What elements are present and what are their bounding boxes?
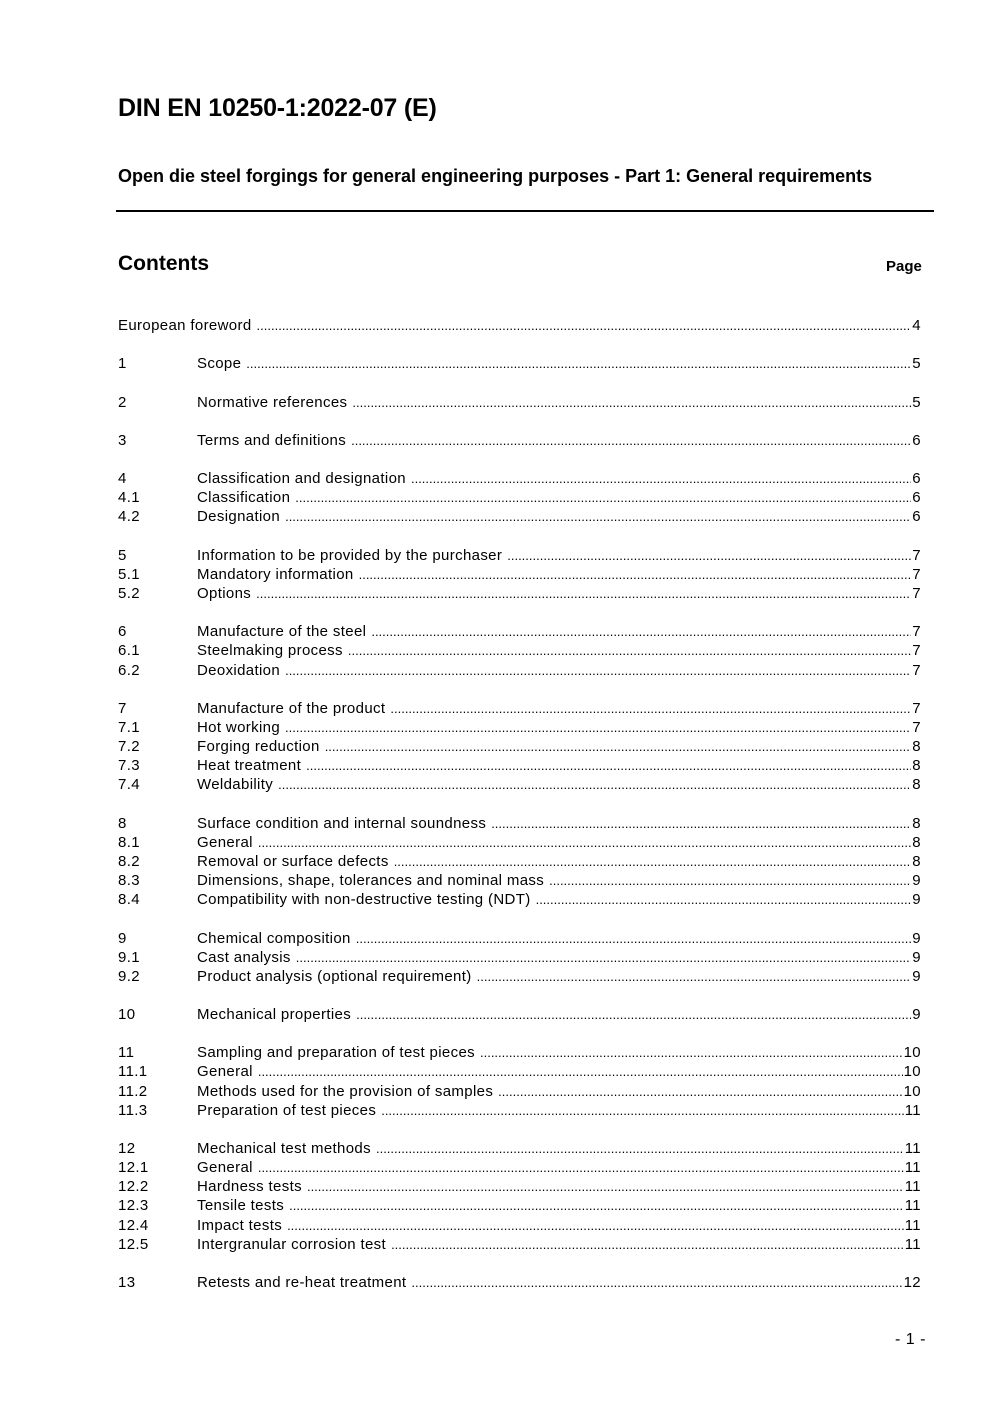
toc-entry-page: 8 [912, 776, 921, 794]
toc-entry[interactable] [118, 967, 921, 986]
toc-entry-label: Hot working [197, 718, 281, 736]
document-id: DIN EN 10250-1:2022-07 (E) [118, 94, 437, 122]
toc-entry-number: 11.2 [118, 1082, 148, 1100]
toc-entry-number: 9.2 [118, 967, 140, 985]
toc-entry-number: 6.2 [118, 661, 140, 679]
toc-entry-label: Mandatory information [197, 565, 354, 583]
toc-dot-leader [285, 661, 911, 680]
toc-entry-page: 6 [912, 431, 921, 449]
toc-entry-page: 11 [904, 1216, 921, 1234]
toc-dot-leader [256, 584, 911, 603]
toc-entry-page: 5 [912, 393, 921, 411]
toc-entry-number: 4 [118, 470, 127, 488]
toc-entry-page: 10 [903, 1063, 921, 1081]
toc-entry-number: 8.4 [118, 891, 140, 909]
toc-dot-leader [258, 1158, 904, 1177]
toc-entry-page: 8 [912, 757, 921, 775]
toc-entry-number: 12.5 [118, 1235, 149, 1253]
toc-entry[interactable] [118, 756, 921, 775]
toc-entry-page: 11 [904, 1178, 921, 1196]
toc-entry[interactable] [118, 316, 921, 335]
toc-entry[interactable] [118, 565, 921, 584]
toc-entry-label: Manufacture of the product [197, 699, 386, 717]
toc-entry-page: 7 [912, 718, 921, 736]
toc-entry[interactable] [118, 661, 921, 680]
toc-dot-leader [381, 1101, 904, 1120]
toc-entry-number: 7.4 [118, 776, 140, 794]
toc-entry[interactable] [118, 469, 921, 488]
toc-entry-number: 9.1 [118, 948, 140, 966]
toc-entry-number: 11.3 [118, 1101, 148, 1119]
toc-entry[interactable] [118, 718, 921, 737]
toc-entry-number: 1 [118, 355, 127, 373]
toc-entry-page: 8 [912, 833, 921, 851]
toc-entry-label: Removal or surface defects [197, 852, 389, 870]
toc-entry-number: 7.2 [118, 738, 140, 756]
toc-entry-page: 8 [912, 738, 921, 756]
toc-entry-page: 9 [912, 967, 921, 985]
toc-entry-number: 5.2 [118, 584, 140, 602]
toc-dot-leader [356, 929, 912, 948]
toc-entry-label: Methods used for the provision of samples [197, 1082, 494, 1100]
toc-entry-page: 5 [912, 355, 921, 373]
toc-entry[interactable] [118, 488, 921, 507]
table-of-contents [118, 316, 921, 1292]
toc-entry-page: 7 [912, 584, 921, 602]
toc-entry-number: 4.1 [118, 489, 140, 507]
toc-dot-leader [285, 718, 911, 737]
toc-entry-label: Cast analysis [197, 948, 291, 966]
toc-entry-label: Scope [197, 355, 242, 373]
toc-entry-label: General [197, 1159, 253, 1177]
toc-entry-page: 6 [912, 489, 921, 507]
document-title: Open die steel forgings for general engineering purposes - Part 1: General requirements [118, 166, 873, 186]
toc-entry[interactable] [118, 871, 921, 890]
toc-entry-page: 11 [904, 1159, 921, 1177]
toc-dot-leader [371, 622, 911, 641]
toc-entry-label: Chemical composition [197, 929, 351, 947]
toc-entry-label: Impact tests [197, 1216, 283, 1234]
toc-dot-leader [507, 546, 911, 565]
toc-dot-leader [307, 1177, 904, 1196]
toc-entry[interactable] [118, 1082, 921, 1101]
toc-dot-leader [296, 948, 912, 967]
toc-entry-label: Surface condition and internal soundness [197, 814, 487, 832]
toc-entry-page: 11 [904, 1235, 921, 1253]
toc-entry-page: 7 [912, 661, 921, 679]
toc-dot-leader [394, 852, 912, 871]
toc-entry-page: 8 [912, 852, 921, 870]
toc-dot-leader [246, 354, 911, 373]
toc-dot-leader [348, 641, 911, 660]
toc-dot-leader [376, 1139, 904, 1158]
toc-entry-page: 7 [912, 565, 921, 583]
toc-entry-page: 9 [912, 929, 921, 947]
toc-entry-number: 11 [118, 1044, 135, 1062]
toc-entry-number: 5.1 [118, 565, 140, 583]
toc-entry-label: Manufacture of the steel [197, 623, 367, 641]
toc-dot-leader [391, 1235, 904, 1254]
toc-entry-page: 6 [912, 470, 921, 488]
toc-entry[interactable] [118, 1216, 921, 1235]
toc-entry-page: 9 [912, 948, 921, 966]
toc-entry-page: 12 [903, 1274, 921, 1292]
toc-entry-label: Deoxidation [197, 661, 281, 679]
toc-entry-label: Heat treatment [197, 757, 302, 775]
toc-dot-leader [498, 1082, 902, 1101]
page-number-footer: - 1 - [895, 1331, 926, 1348]
toc-dot-leader [352, 393, 911, 412]
toc-entry-label: Preparation of test pieces [197, 1101, 377, 1119]
toc-entry-page: 8 [912, 814, 921, 832]
page-column-heading: Page [886, 258, 922, 275]
toc-entry[interactable] [118, 584, 921, 603]
toc-entry-label: Steelmaking process [197, 642, 343, 660]
toc-entry-label: Tensile tests [197, 1197, 285, 1215]
toc-dot-leader [390, 699, 911, 718]
toc-entry[interactable] [118, 431, 921, 450]
title-rule [116, 210, 934, 212]
toc-entry-label: Information to be provided by the purchaser [197, 546, 503, 564]
toc-dot-leader [351, 431, 911, 450]
toc-dot-leader [359, 565, 912, 584]
toc-dot-leader [411, 1273, 902, 1292]
toc-entry[interactable] [118, 737, 921, 756]
toc-entry[interactable] [118, 354, 921, 373]
toc-dot-leader [356, 1005, 911, 1024]
toc-dot-leader [258, 833, 911, 852]
toc-entry-label: Sampling and preparation of test pieces [197, 1044, 475, 1062]
toc-entry-number: 8 [118, 814, 127, 832]
toc-entry-number: 8.3 [118, 872, 140, 890]
toc-entry-label: Intergranular corrosion test [197, 1235, 387, 1253]
toc-entry-page: 11 [904, 1140, 921, 1158]
toc-entry-number: 12.3 [118, 1197, 149, 1215]
toc-entry[interactable] [118, 1005, 921, 1024]
toc-dot-leader [491, 814, 911, 833]
toc-entry[interactable] [118, 622, 921, 641]
toc-entry-page: 10 [903, 1044, 921, 1062]
toc-entry[interactable] [118, 1043, 921, 1062]
toc-dot-leader [306, 756, 911, 775]
toc-entry[interactable] [118, 775, 921, 794]
toc-dot-leader [411, 469, 911, 488]
toc-entry-page: 11 [904, 1197, 921, 1215]
toc-entry-number: 8.1 [118, 833, 140, 851]
toc-entry-label: Normative references [197, 393, 348, 411]
toc-entry-number: 8.2 [118, 852, 140, 870]
toc-entry-label: Classification and designation [197, 470, 406, 488]
toc-entry-label: Retests and re-heat treatment [197, 1274, 407, 1292]
toc-entry-label: Forging reduction [197, 738, 320, 756]
toc-entry[interactable] [118, 1101, 921, 1120]
toc-dot-leader [287, 1216, 904, 1235]
toc-entry-page: 7 [912, 546, 921, 564]
toc-entry-label: Product analysis (optional requirement) [197, 967, 472, 985]
toc-entry[interactable] [118, 507, 921, 526]
contents-heading: Contents [118, 252, 209, 275]
toc-entry-label: Weldability [197, 776, 274, 794]
toc-entry[interactable] [118, 1158, 921, 1177]
toc-entry-label: Mechanical properties [197, 1006, 352, 1024]
toc-dot-leader [325, 737, 912, 756]
toc-entry-page: 4 [912, 317, 921, 334]
toc-entry-number: 6.1 [118, 642, 140, 660]
toc-entry-page: 9 [912, 1006, 921, 1024]
toc-entry-label: General [197, 1063, 253, 1081]
toc-entry[interactable] [118, 852, 921, 871]
toc-entry-number: 7.3 [118, 757, 140, 775]
toc-dot-leader [257, 316, 912, 335]
toc-dot-leader [480, 1043, 903, 1062]
toc-entry[interactable] [118, 1196, 921, 1215]
toc-entry-label: Options [197, 584, 252, 602]
toc-entry-label: European foreword [118, 317, 252, 334]
toc-entry-number: 12.1 [118, 1159, 149, 1177]
toc-dot-leader [549, 871, 911, 890]
toc-entry[interactable] [118, 546, 921, 565]
toc-entry-page: 10 [903, 1082, 921, 1100]
toc-entry-number: 10 [118, 1006, 136, 1024]
toc-entry-label: Classification [197, 489, 291, 507]
toc-entry-page: 11 [904, 1101, 921, 1119]
toc-entry[interactable] [118, 699, 921, 718]
toc-dot-leader [278, 775, 911, 794]
toc-entry-page: 6 [912, 508, 921, 526]
toc-entry-number: 9 [118, 929, 127, 947]
toc-entry[interactable] [118, 1139, 921, 1158]
toc-entry-label: Designation [197, 508, 281, 526]
toc-entry[interactable] [118, 1177, 921, 1196]
toc-dot-leader [477, 967, 912, 986]
toc-entry-page: 9 [912, 891, 921, 909]
toc-dot-leader [258, 1062, 903, 1081]
toc-dot-leader [536, 890, 912, 909]
toc-entry[interactable] [118, 814, 921, 833]
toc-entry[interactable] [118, 948, 921, 967]
toc-entry-label: Dimensions, shape, tolerances and nominal mass [197, 872, 545, 890]
toc-entry[interactable] [118, 1273, 921, 1292]
toc-entry-page: 7 [912, 623, 921, 641]
toc-dot-leader [289, 1196, 904, 1215]
toc-dot-leader [285, 507, 911, 526]
toc-entry[interactable] [118, 641, 921, 660]
toc-entry-label: Mechanical test methods [197, 1140, 371, 1158]
toc-entry-number: 6 [118, 623, 127, 641]
toc-entry-number: 12.2 [118, 1178, 149, 1196]
toc-dot-leader [295, 488, 911, 507]
toc-entry-number: 2 [118, 393, 127, 411]
toc-entry-number: 12 [118, 1140, 136, 1158]
toc-entry[interactable] [118, 1235, 921, 1254]
toc-entry-label: Terms and definitions [197, 431, 347, 449]
toc-entry-number: 13 [118, 1274, 136, 1292]
toc-entry-number: 7.1 [118, 718, 140, 736]
toc-entry-label: Compatibility with non-destructive testing (NDT) [197, 891, 531, 909]
toc-entry-number: 12.4 [118, 1216, 149, 1234]
toc-entry-number: 7 [118, 699, 127, 717]
toc-entry-page: 7 [912, 699, 921, 717]
toc-entry[interactable] [118, 393, 921, 412]
toc-entry-number: 11.1 [118, 1063, 148, 1081]
toc-entry[interactable] [118, 1062, 921, 1081]
toc-entry[interactable] [118, 833, 921, 852]
toc-entry[interactable] [118, 890, 921, 909]
toc-entry-page: 7 [912, 642, 921, 660]
toc-entry-label: General [197, 833, 253, 851]
toc-entry-number: 5 [118, 546, 127, 564]
toc-entry-page: 9 [912, 872, 921, 890]
toc-entry-number: 4.2 [118, 508, 140, 526]
toc-entry-number: 3 [118, 431, 127, 449]
toc-entry-label: Hardness tests [197, 1178, 302, 1196]
toc-entry[interactable] [118, 929, 921, 948]
